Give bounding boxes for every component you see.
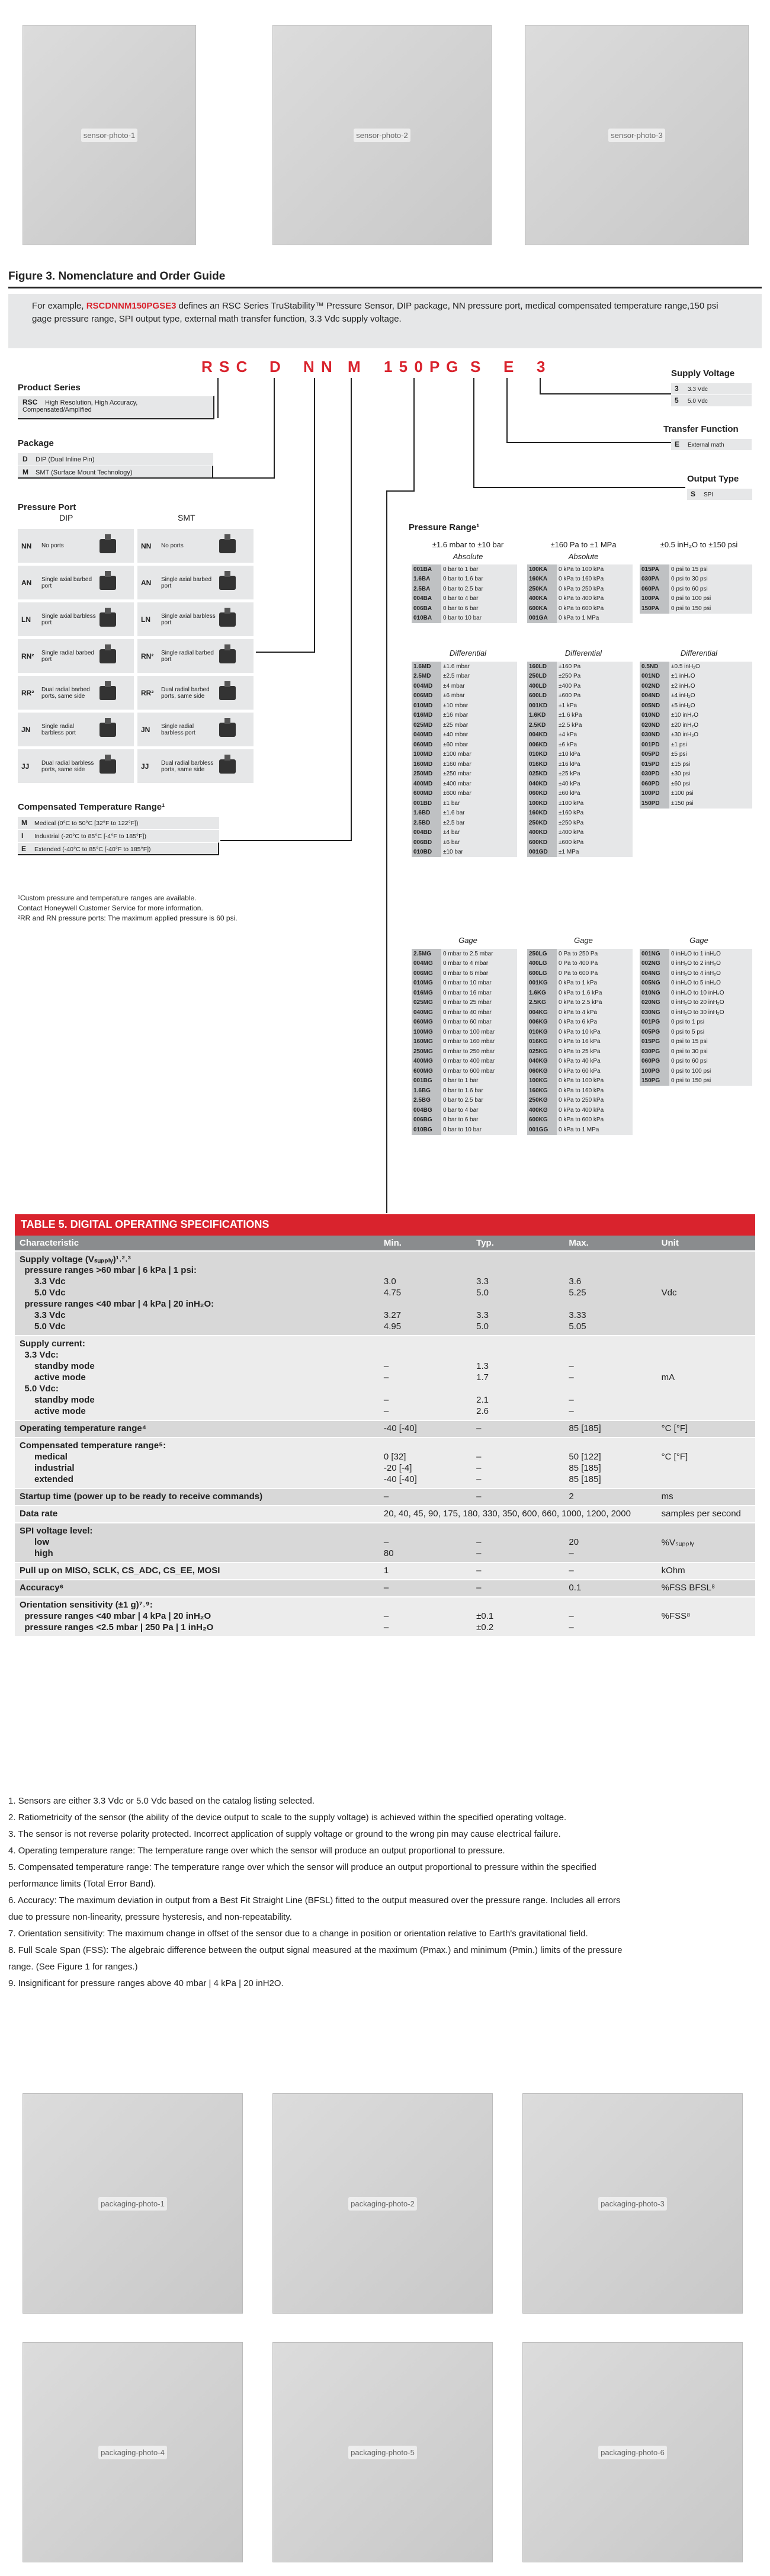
range-row: 100PG 0 psi to 100 psi [640, 1066, 752, 1076]
spec-row: Supply voltage (Vₛᵤₚₚₗᵧ)¹˒²˒³ pressure ranges >60 mbar | 6 kPa | 1 psi: 3.3 Vdc 5.0 Vdc pressure ranges <40 mbar | 4 kPa | 20 inH₂O: 3.3 Vdc 5.0 Vdc 3.0 4.75 3.27 4.95 3.3 5.0 3.3 5.0 3.6 5.25 3.33 5.05 Vdc [15, 1251, 755, 1336]
sensor-package-icon [100, 612, 116, 627]
package-title: Package [18, 438, 54, 448]
connector [220, 840, 352, 841]
packaging-photo: packaging-photo-1 [23, 2093, 243, 2314]
col-min: Min. [379, 1236, 471, 1251]
port-option: JJ Dual radial barbless ports, same side [18, 749, 134, 783]
range-row: 006BA 0 bar to 6 bar [412, 604, 517, 614]
differential-label: Differential [449, 649, 487, 657]
differential-label: Differential [680, 649, 718, 657]
range-row: 060PG 0 psi to 60 psi [640, 1057, 752, 1067]
range-row: 030ND ±30 inH₂O [640, 730, 752, 740]
port-option: JN Single radial barbless port [137, 712, 254, 746]
package-list: D DIP (Dual Inline Pin) M SMT (Surface Mount Technology) [18, 453, 213, 479]
table5-title: TABLE 5. DIGITAL OPERATING SPECIFICATIONS [15, 1214, 755, 1236]
col-characteristic: Characteristic [15, 1236, 379, 1251]
code-transfer: E [503, 358, 515, 376]
absolute-label: Absolute [453, 552, 483, 561]
sensor-package-icon [100, 649, 116, 663]
range-row: 010MG 0 mbar to 10 mbar [412, 979, 517, 989]
gage-label: Gage [458, 936, 477, 945]
range-row: 250LD ±250 Pa [527, 672, 633, 682]
range-row: 160KG 0 kPa to 160 kPa [527, 1086, 633, 1096]
range-row: 006MD ±6 mbar [412, 691, 517, 701]
range-row: 400LD ±400 Pa [527, 681, 633, 691]
range-table-gage2 [527, 949, 633, 1135]
range-row: 004BD ±4 bar [412, 828, 517, 838]
connector [540, 378, 541, 393]
range-table-abs3 [640, 564, 752, 614]
transfer-function-title: Transfer Function [663, 424, 739, 434]
range-row: 600KG 0 kPa to 600 kPa [527, 1115, 633, 1125]
connector [217, 378, 219, 418]
range-row: 025KG 0 kPa to 25 kPa [527, 1047, 633, 1057]
connector [274, 378, 275, 477]
range-row: 004BA 0 bar to 4 bar [412, 594, 517, 604]
range-row: 150PD ±150 psi [640, 798, 752, 809]
range-row: 016KD ±16 kPa [527, 759, 633, 769]
port-option: AN Single axial barbed port [137, 565, 254, 599]
spec-row: Orientation sensitivity (±1 g)⁷˒⁹: pressure ranges <40 mbar | 4 kPa | 20 inH₂O pressure ranges <2.5 mbar | 250 Pa | 1 inH₂O – – ±0.1 ±0.2 – – %FSS⁸ [15, 1597, 755, 1637]
range-row: 040MG 0 mbar to 40 mbar [412, 1008, 517, 1018]
product-photo-1: sensor-photo-1 [23, 25, 196, 245]
range-row: 2.5MG 0 mbar to 2.5 mbar [412, 949, 517, 959]
range-row: 001PG 0 psi to 1 psi [640, 1018, 752, 1028]
range-row: 060MD ±60 mbar [412, 740, 517, 750]
range-row: 040MD ±40 mbar [412, 730, 517, 740]
col-typ: Typ. [471, 1236, 564, 1251]
sensor-package-icon [100, 759, 116, 774]
range-row: 001BD ±1 bar [412, 798, 517, 809]
range-row: 160MG 0 mbar to 160 mbar [412, 1037, 517, 1047]
range-row: 250KA 0 kPa to 250 kPa [527, 584, 633, 594]
range-row: 010BG 0 bar to 10 bar [412, 1125, 517, 1135]
gage-label: Gage [574, 936, 593, 945]
port-option: RN² Single radial barbed port [18, 639, 134, 673]
range-row: 1.6KG 0 kPa to 1.6 kPa [527, 988, 633, 998]
range-row: 001GA 0 kPa to 1 MPa [527, 614, 633, 624]
range-row: 010KD ±10 kPa [527, 750, 633, 760]
packaging-photo: packaging-photo-3 [522, 2093, 743, 2314]
specifications-table [15, 1236, 755, 1637]
range-row: 004KD ±4 kPa [527, 730, 633, 740]
range-row: 250KD ±250 kPa [527, 818, 633, 828]
example-code: RSCDNNM150PGSE3 [86, 301, 177, 311]
range-table-gage3 [640, 949, 752, 1086]
supply-voltage-title: Supply Voltage [671, 368, 735, 378]
col-head-psi: ±0.5 inH₂O to ±150 psi [660, 540, 738, 549]
connector [314, 378, 315, 652]
range-table-abs2 [527, 564, 633, 623]
range-row: 016KG 0 kPa to 16 kPa [527, 1037, 633, 1047]
range-row: 001KD ±1 kPa [527, 701, 633, 711]
sensor-package-icon [100, 723, 116, 737]
col-max: Max. [564, 1236, 656, 1251]
range-row: 250MD ±250 mbar [412, 769, 517, 779]
range-row: 400LG 0 Pa to 400 Pa [527, 959, 633, 969]
range-row: 005NG 0 inH₂O to 5 inH₂O [640, 979, 752, 989]
port-option: LN Single axial barbless port [18, 602, 134, 636]
spec-row: Pull up on MISO, SCLK, CS_ADC, CS_EE, MOSI 1 – – kOhm [15, 1563, 755, 1580]
figure-title: Figure 3. Nomenclature and Order Guide [8, 270, 226, 283]
range-row: 030NG 0 inH₂O to 30 inH₂O [640, 1008, 752, 1018]
connector [540, 393, 685, 394]
range-row: 160MD ±160 mbar [412, 759, 517, 769]
code-series: R S C [201, 358, 249, 376]
range-row: 015PA 0 psi to 15 psi [640, 564, 752, 575]
supply-voltage-list: 3 3.3 Vdc 5 5.0 Vdc [671, 383, 752, 406]
range-row: 1.6BG 0 bar to 1.6 bar [412, 1086, 517, 1096]
range-row: 0.5ND ±0.5 inH₂O [640, 662, 752, 672]
range-row: 020NG 0 inH₂O to 20 inH₂O [640, 998, 752, 1008]
range-row: 400KG 0 kPa to 400 kPa [527, 1105, 633, 1115]
range-row: 030PD ±30 psi [640, 769, 752, 779]
range-row: 100PA 0 psi to 100 psi [640, 594, 752, 604]
range-row: 1.6KD ±1.6 kPa [527, 711, 633, 721]
range-row: 010BA 0 bar to 10 bar [412, 614, 517, 624]
range-row: 100PD ±100 psi [640, 789, 752, 799]
range-row: 2.5BD ±2.5 bar [412, 818, 517, 828]
connector [506, 378, 508, 442]
gage-label: Gage [689, 936, 708, 945]
range-row: 004BG 0 bar to 4 bar [412, 1105, 517, 1115]
sensor-package-icon [100, 576, 116, 590]
range-row: 400KD ±400 kPa [527, 828, 633, 838]
spec-row: Compensated temperature range⁵: medical industrial extended 0 [32] -20 [-4] -40 [-40] – – – 50 [122] 85 [185] 85 [185] °C [°F] [15, 1438, 755, 1489]
range-table-abs1 [412, 564, 517, 623]
code-supply: 3 [537, 358, 547, 376]
range-row: 004MG 0 mbar to 4 mbar [412, 959, 517, 969]
sensor-package-icon [219, 723, 236, 737]
packaging-photo: packaging-photo-2 [272, 2093, 493, 2314]
pressure-port-title: Pressure Port [18, 502, 76, 512]
range-row: 025MG 0 mbar to 25 mbar [412, 998, 517, 1008]
range-row: 600MD ±600 mbar [412, 789, 517, 799]
sensor-package-icon [219, 759, 236, 774]
range-row: 150PG 0 psi to 150 psi [640, 1076, 752, 1086]
range-row: 060KG 0 kPa to 60 kPa [527, 1066, 633, 1076]
spec-row: Supply current: 3.3 Vdc: standby mode active mode 5.0 Vdc: standby mode active mode – – – – 1.3 1.7 2.1 2.6 – – – – mA [15, 1336, 755, 1420]
transfer-function-list: E External math [671, 438, 752, 450]
output-type-list: S SPI [687, 488, 752, 500]
col-head-bar: ±1.6 mbar to ±10 bar [432, 540, 504, 549]
range-row: 015PD ±15 psi [640, 759, 752, 769]
range-row: 1.6MD ±1.6 mbar [412, 662, 517, 672]
spec-row: Data rate 20, 40, 45, 90, 175, 180, 330, 350, 600, 660, 1000, 1200, 2000 samples per second [15, 1506, 755, 1523]
notes: 1. Sensors are either 3.3 Vdc or 5.0 Vdc based on the catalog listing selected. 2. Ratiometricity of the sensor (the ability of the device output to scale to the supply voltage) is achieved within the specified operating voltage. 3. The sensor is not reverse polarity protected. Incorrect application of supply voltage or ground to the wrong pin may cause electrical failure. 4. Operating temperature range: The temperature range over which the sensor will produce an output proportional to pressure. 5. Compensated temperature range: The temperature range over which the sensor will produce an output proportional to pressure within the specified performance limits (Total Error Band). 6. Accuracy: The maximum deviation in output from a Best Fit Straight Line (BFSL) fitted to the output measured over the pressure range. Includes all errors due to pressure non-linearity, pressure hysteresis, and non-repeatability. 7. Orientation sensitivity: The maximum change in offset of the sensor due to a change in position or orientation relative to Earth's gravitational field. 8. Full Scale Span (FSS): The algebraic difference between the output signal measured at the maximum (Pmax.) and minimum (Pmin.) limits of the pressure range. (See Figure 1 for ranges.) 9. Insignificant for pressure ranges above 40 mbar | 4 kPa | 20 inH2O. [8, 1796, 623, 1988]
range-row: 006KD ±6 kPa [527, 740, 633, 750]
range-row: 600MG 0 mbar to 600 mbar [412, 1066, 517, 1076]
connector [386, 490, 387, 1213]
range-table-diff1 [412, 662, 517, 857]
range-row: 100KG 0 kPa to 100 kPa [527, 1076, 633, 1086]
code-port: N N [303, 358, 333, 376]
range-row: 100MD ±100 mbar [412, 750, 517, 760]
port-option: JN Single radial barbless port [18, 712, 134, 746]
footnotes: ¹Custom pressure and temperature ranges are available. Contact Honeywell Customer Service for more information. ²RR and RN pressure ports: The maximum applied pressure is 60 psi. [18, 894, 238, 922]
port-option: RR² Dual radial barbed ports, same side [18, 675, 134, 710]
connector [413, 378, 415, 490]
sensor-package-icon [100, 686, 116, 700]
sensor-package-icon [219, 686, 236, 700]
range-row: 001GG 0 kPa to 1 MPa [527, 1125, 633, 1135]
range-table-diff2 [527, 662, 633, 857]
range-row: 100MG 0 mbar to 100 mbar [412, 1027, 517, 1037]
code-pressure: 1 5 0 P G [384, 358, 460, 376]
code-temp: M [348, 358, 362, 376]
connector [473, 378, 474, 488]
port-option: RR² Dual radial barbed ports, same side [137, 675, 254, 710]
range-row: 2.5BA 0 bar to 2.5 bar [412, 584, 517, 594]
range-table-gage1 [412, 949, 517, 1135]
range-row: 030PA 0 psi to 30 psi [640, 575, 752, 585]
range-row: 1.6BD ±1.6 bar [412, 809, 517, 819]
spec-row: SPI voltage level: low high – 80 – – 20 – %Vₛᵤₚₚₗᵧ [15, 1523, 755, 1563]
range-row: 250KG 0 kPa to 250 kPa [527, 1096, 633, 1106]
sensor-package-icon [100, 539, 116, 553]
range-row: 016MG 0 mbar to 16 mbar [412, 988, 517, 998]
example-box: For example, RSCDNNM150PGSE3 defines an RSC Series TruStability™ Pressure Sensor, DIP package, NN pressure port, medical compensated temperature range,150 psi gage pressure range, SPI output type, external math transfer function, 3.3 Vdc supply voltage. [8, 294, 762, 348]
range-row: 600KD ±600 kPa [527, 838, 633, 848]
port-option: RN² Single radial barbed port [137, 639, 254, 673]
range-row: 025MD ±25 mbar [412, 720, 517, 730]
port-option: NN No ports [137, 528, 254, 563]
range-row: 005ND ±5 inH₂O [640, 701, 752, 711]
range-row: 060PA 0 psi to 60 psi [640, 584, 752, 594]
range-row: 016MD ±16 mbar [412, 711, 517, 721]
range-row: 002NG 0 inH₂O to 2 inH₂O [640, 959, 752, 969]
range-row: 001GD ±1 MPa [527, 848, 633, 858]
range-row: 060PD ±60 psi [640, 779, 752, 789]
connector [473, 487, 685, 488]
range-row: 600LD ±600 Pa [527, 691, 633, 701]
range-row: 160KD ±160 kPa [527, 809, 633, 819]
port-option: LN Single axial barbless port [137, 602, 254, 636]
smt-label: SMT [178, 513, 195, 522]
range-row: 040KG 0 kPa to 40 kPa [527, 1057, 633, 1067]
range-row: 060KD ±60 kPa [527, 789, 633, 799]
range-row: 001NG 0 inH₂O to 1 inH₂O [640, 949, 752, 959]
range-row: 001BG 0 bar to 1 bar [412, 1076, 517, 1086]
connector [506, 442, 685, 443]
range-row: 020ND ±20 inH₂O [640, 720, 752, 730]
absolute-label: Absolute [568, 552, 599, 561]
differential-label: Differential [564, 649, 602, 657]
port-option: AN Single axial barbed port [18, 565, 134, 599]
connector [256, 652, 315, 653]
sensor-package-icon [219, 576, 236, 590]
range-row: 2.5BG 0 bar to 2.5 bar [412, 1096, 517, 1106]
connector [351, 378, 352, 840]
range-row: 004NG 0 inH₂O to 4 inH₂O [640, 968, 752, 979]
range-row: 150PA 0 psi to 150 psi [640, 604, 752, 614]
dip-label: DIP [59, 513, 73, 522]
range-row: 006MG 0 mbar to 6 mbar [412, 968, 517, 979]
range-row: 030PG 0 psi to 30 psi [640, 1047, 752, 1057]
range-row: 160LD ±160 Pa [527, 662, 633, 672]
range-row: 004MD ±4 mbar [412, 681, 517, 691]
range-row: 005PG 0 psi to 5 psi [640, 1027, 752, 1037]
code-output: S [470, 358, 482, 376]
temp-range-list: M Medical (0°C to 50°C [32°F to 122°F]) I Industrial (-20°C to 85°C [-4°F to 185°F]) E Extended (-40°C to 85°C [-40°F to 185°F]) [18, 816, 219, 855]
range-row: 600KA 0 kPa to 600 kPa [527, 604, 633, 614]
range-row: 250MG 0 mbar to 250 mbar [412, 1047, 517, 1057]
range-row: 400KA 0 kPa to 400 kPa [527, 594, 633, 604]
product-photo-2: sensor-photo-2 [272, 25, 492, 245]
product-photo-3: sensor-photo-3 [525, 25, 749, 245]
range-row: 100KA 0 kPa to 100 kPa [527, 564, 633, 575]
range-row: 600LG 0 Pa to 600 Pa [527, 968, 633, 979]
range-row: 004KG 0 kPa to 4 kPa [527, 1008, 633, 1018]
sensor-package-icon [219, 539, 236, 553]
range-table-diff3 [640, 662, 752, 809]
range-row: 002ND ±2 inH₂O [640, 681, 752, 691]
packaging-photo: packaging-photo-4 [23, 2342, 243, 2562]
packaging-photo: packaging-photo-6 [522, 2342, 743, 2562]
range-row: 010BD ±10 bar [412, 848, 517, 858]
range-row: 1.6BA 0 bar to 1.6 bar [412, 575, 517, 585]
range-row: 006KG 0 kPa to 6 kPa [527, 1018, 633, 1028]
range-row: 010ND ±10 inH₂O [640, 711, 752, 721]
code-package: D [270, 358, 282, 376]
col-head-pa: ±160 Pa to ±1 MPa [550, 540, 617, 549]
spec-row: Operating temperature range⁴ -40 [-40] – 85 [185] °C [°F] [15, 1420, 755, 1438]
range-row: 010KG 0 kPa to 10 kPa [527, 1027, 633, 1037]
temp-range-title: Compensated Temperature Range¹ [18, 802, 165, 812]
range-row: 250LG 0 Pa to 250 Pa [527, 949, 633, 959]
output-type-title: Output Type [687, 474, 739, 484]
divider [8, 287, 762, 288]
port-option: JJ Dual radial barbless ports, same side [137, 749, 254, 783]
connector [386, 490, 415, 492]
range-row: 010MD ±10 mbar [412, 701, 517, 711]
product-series-title: Product Series [18, 383, 81, 393]
range-row: 060MG 0 mbar to 60 mbar [412, 1018, 517, 1028]
range-row: 001KG 0 kPa to 1 kPa [527, 979, 633, 989]
connector [213, 477, 275, 479]
range-row: 004ND ±4 inH₂O [640, 691, 752, 701]
port-option: NN No ports [18, 528, 134, 563]
range-row: 100KD ±100 kPa [527, 798, 633, 809]
range-row: 005PD ±5 psi [640, 750, 752, 760]
pressure-range-title: Pressure Range¹ [409, 522, 480, 532]
range-row: 006BD ±6 bar [412, 838, 517, 848]
range-row: 2.5KD ±2.5 kPa [527, 720, 633, 730]
spec-row: Startup time (power up to be ready to receive commands) – – 2 ms [15, 1489, 755, 1506]
range-row: 400MG 0 mbar to 400 mbar [412, 1057, 517, 1067]
col-unit: Unit [657, 1236, 755, 1251]
range-row: 025KD ±25 kPa [527, 769, 633, 779]
range-row: 010NG 0 inH₂O to 10 inH₂O [640, 988, 752, 998]
range-row: 2.5KG 0 kPa to 2.5 kPa [527, 998, 633, 1008]
range-row: 015PG 0 psi to 15 psi [640, 1037, 752, 1047]
range-row: 001BA 0 bar to 1 bar [412, 564, 517, 575]
sensor-package-icon [219, 649, 236, 663]
range-row: 001ND ±1 inH₂O [640, 672, 752, 682]
product-series-box: RSC High Resolution, High Accuracy, Compensated/Amplified [18, 396, 214, 419]
range-row: 2.5MD ±2.5 mbar [412, 672, 517, 682]
range-row: 160KA 0 kPa to 160 kPa [527, 575, 633, 585]
range-row: 006BG 0 bar to 6 bar [412, 1115, 517, 1125]
range-row: 040KD ±40 kPa [527, 779, 633, 789]
spec-row: Accuracy⁶ – – 0.1 %FSS BFSL⁸ [15, 1580, 755, 1597]
sensor-package-icon [219, 612, 236, 627]
packaging-photo: packaging-photo-5 [272, 2342, 493, 2562]
range-row: 400MD ±400 mbar [412, 779, 517, 789]
range-row: 001PD ±1 psi [640, 740, 752, 750]
